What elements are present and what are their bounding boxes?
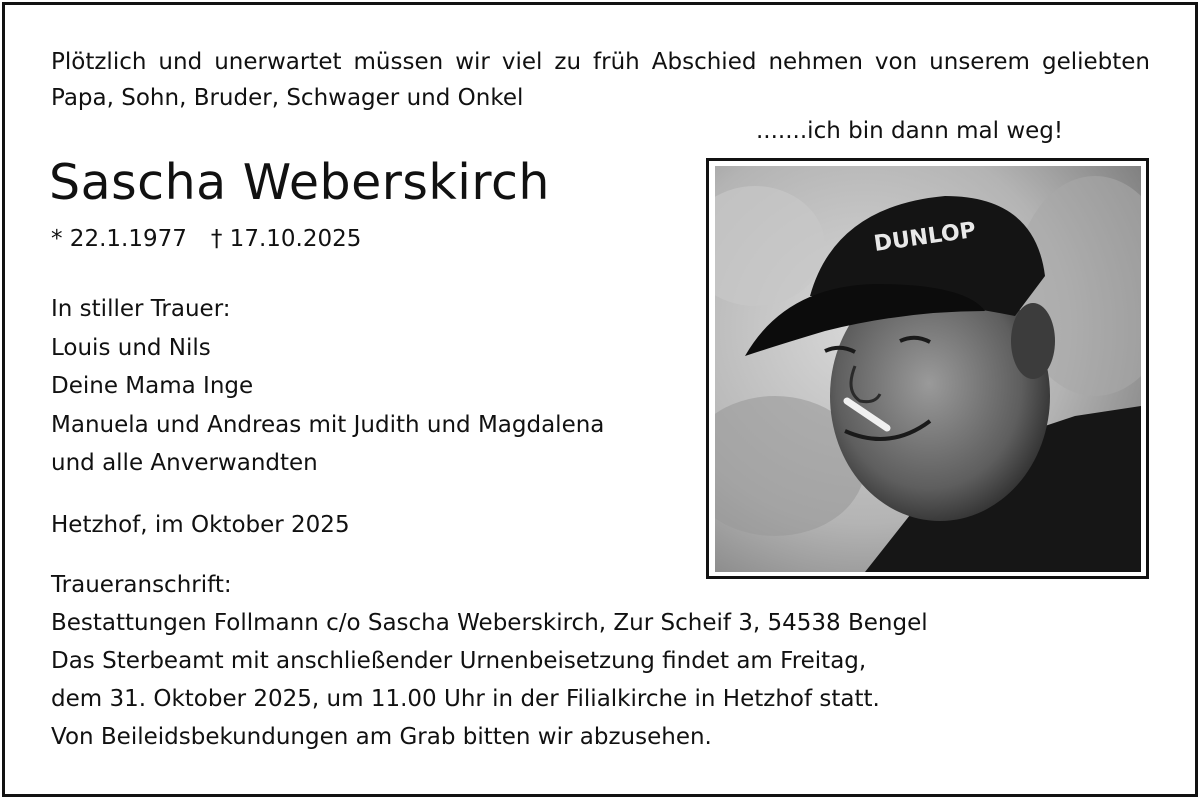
address-line: Bestattungen Follmann c/o Sascha Weberskirch, Zur Scheif 3, 54538 Bengel	[51, 610, 928, 636]
address-block	[51, 566, 928, 756]
mourner-line: Manuela und Andreas mit Judith und Magdalena	[51, 411, 605, 438]
mourner-line: und alle Anverwandten	[51, 450, 318, 476]
cap-logo-text: DUNLOP	[872, 217, 978, 257]
funeral-info-line: dem 31. Oktober 2025, um 11.00 Uhr in der Filialkirche in Hetzhof statt.	[51, 686, 880, 712]
condolence-note: Von Beileidsbekundungen am Grab bitten wir abzusehen.	[51, 724, 712, 750]
motto-text: .......ich bin dann mal weg!	[756, 118, 1064, 144]
mourners-list	[51, 290, 604, 483]
portrait-photo	[715, 166, 1141, 572]
place-date: Hetzhof, im Oktober 2025	[51, 512, 350, 538]
funeral-info-line: Das Sterbeamt mit anschließender Urnenbeisetzung findet am Freitag,	[51, 648, 867, 674]
life-dates	[51, 226, 361, 252]
intro-text: Plötzlich und unerwartet müssen wir viel zu früh Abschied nehmen von unserem geliebten Papa, Sohn, Bruder, Schwager und Onkel	[51, 49, 1150, 111]
address-heading: Traueranschrift:	[51, 572, 232, 598]
birth-date: * 22.1.1977	[51, 226, 187, 252]
mourner-line: Deine Mama Inge	[51, 373, 254, 399]
mourners-heading: In stiller Trauer:	[51, 296, 231, 322]
death-date: † 17.10.2025	[210, 226, 362, 252]
deceased-name: Sascha Weberskirch	[49, 154, 550, 211]
mourner-line: Louis und Nils	[51, 334, 211, 361]
